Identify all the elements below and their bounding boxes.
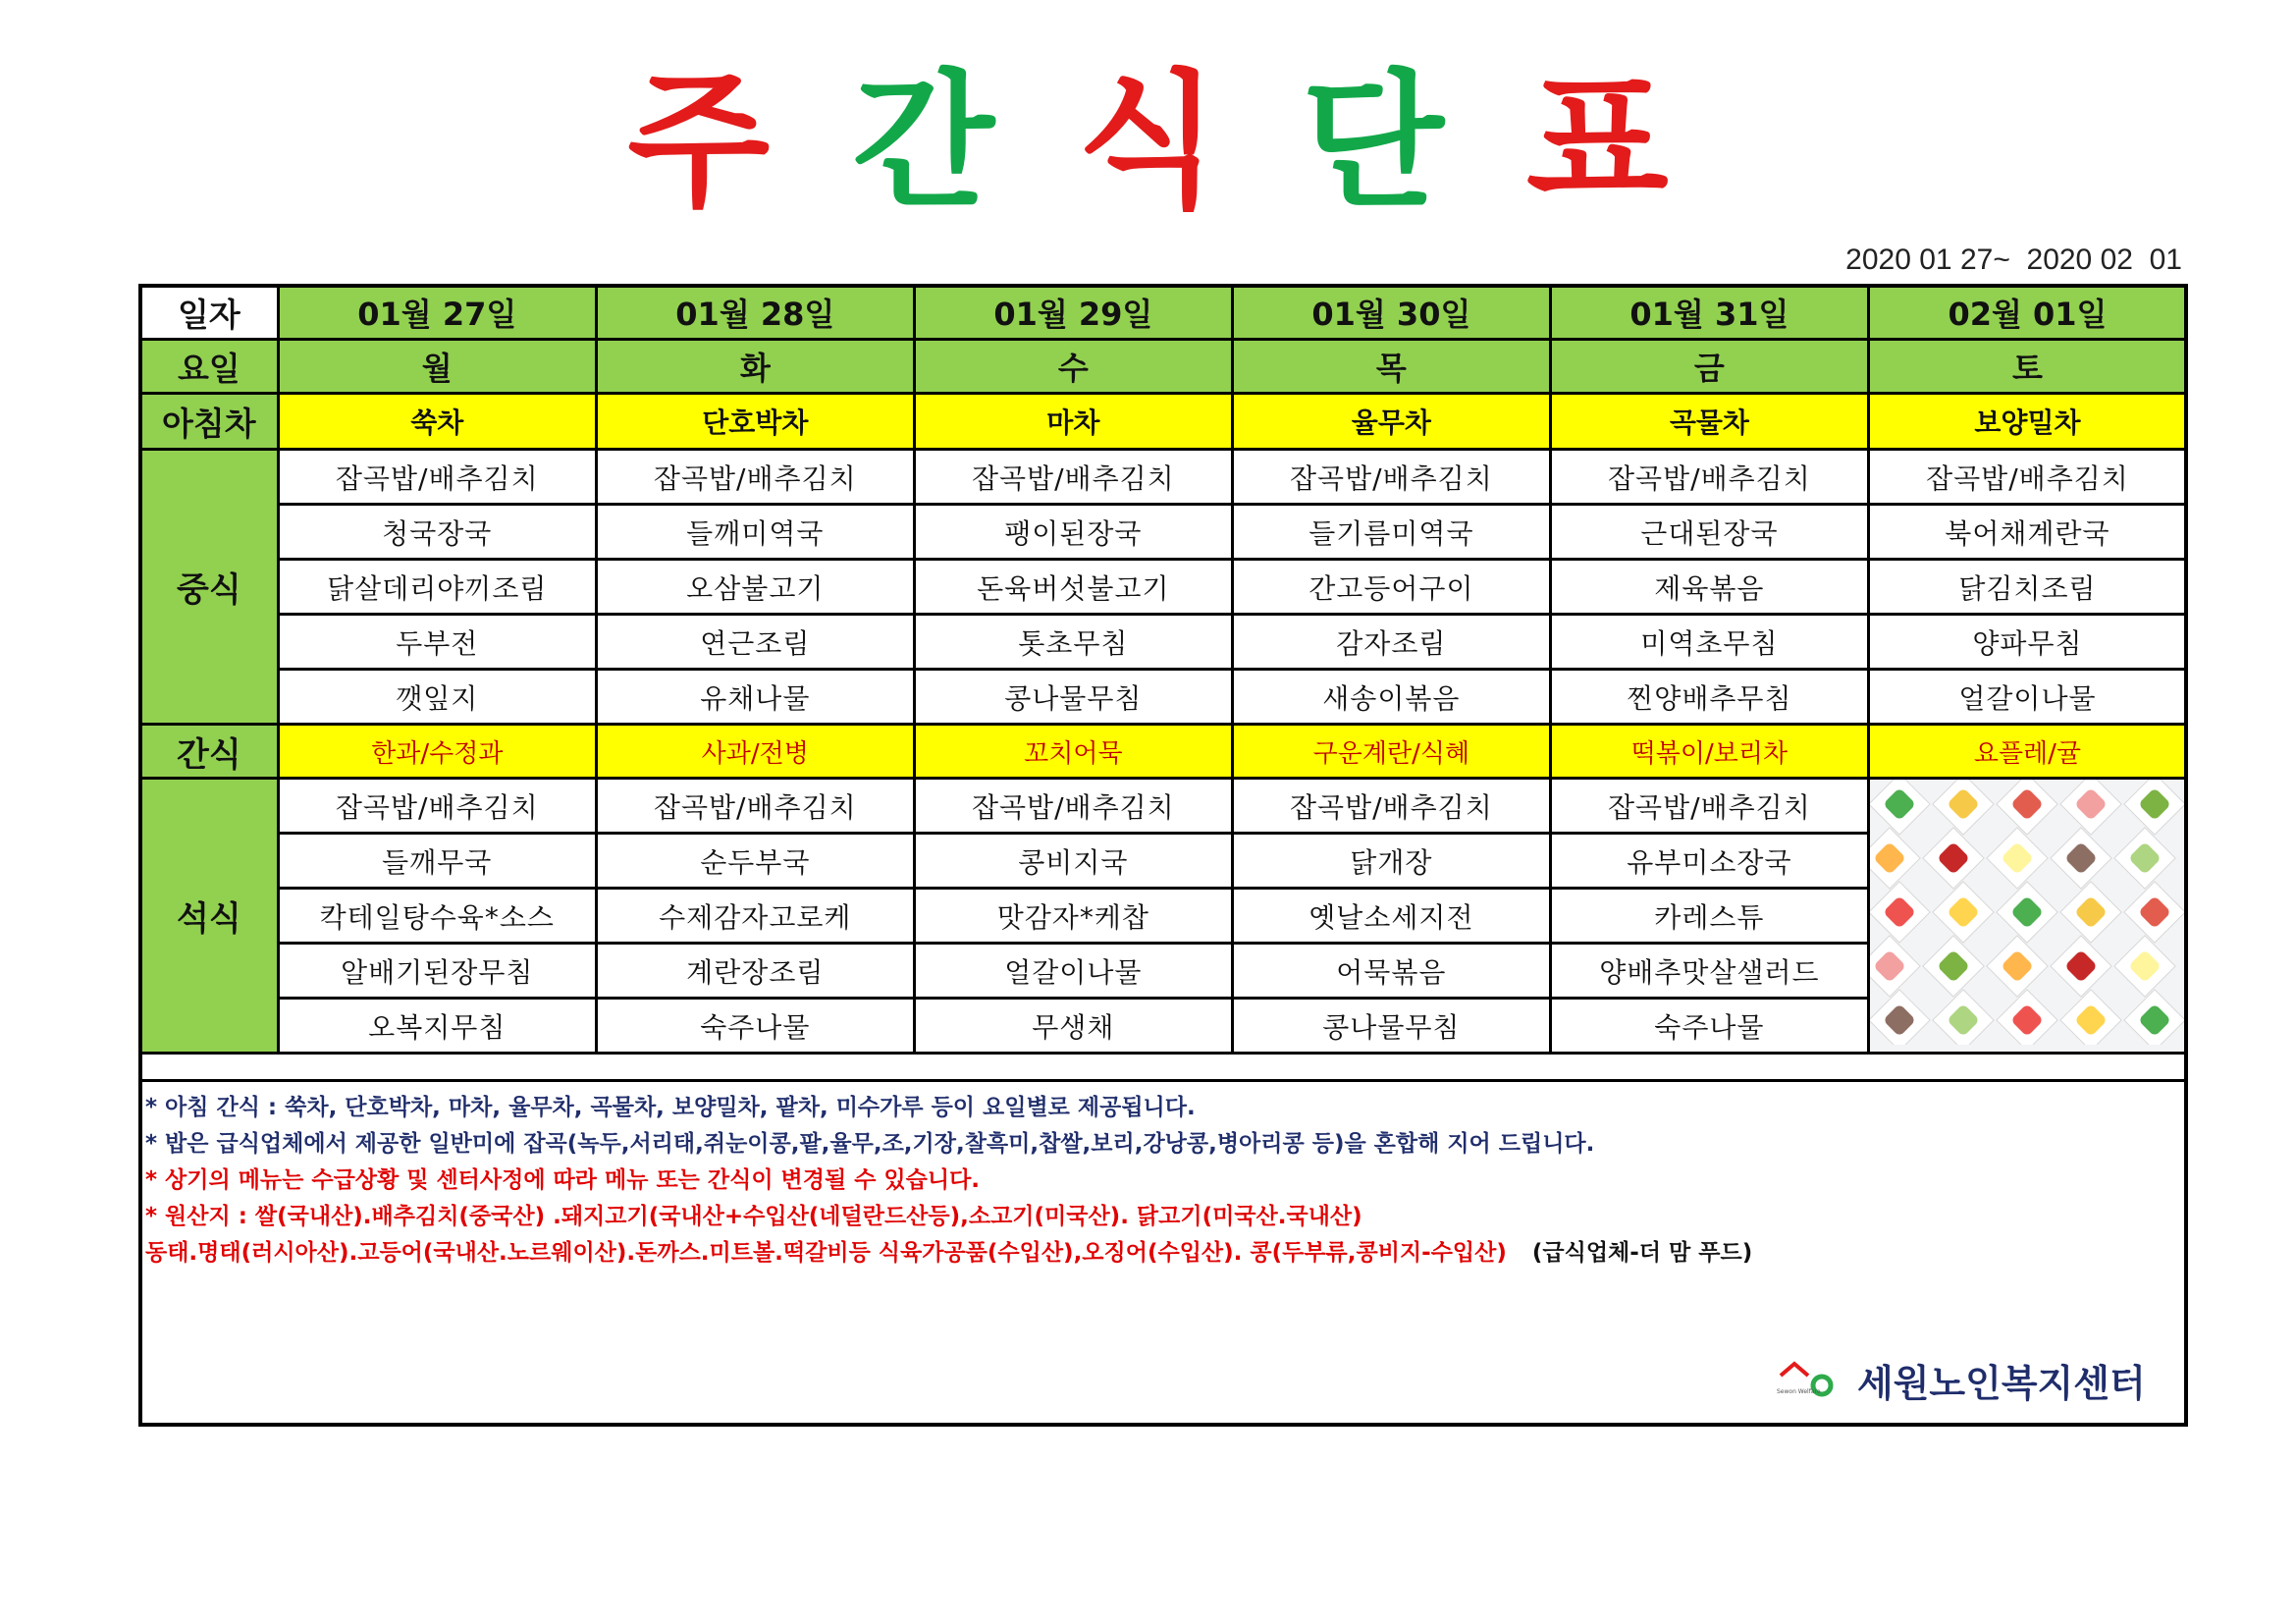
lunch-item: 양파무침 [1868, 615, 2186, 670]
weekday-cell: 토 [1868, 340, 2186, 394]
lunch-item: 돈육버섯불고기 [914, 560, 1232, 615]
dinner-item: 칵테일탕수육*소스 [278, 889, 596, 944]
lunch-label: 중식 [140, 450, 279, 725]
title-char: 단 [1301, 57, 1444, 228]
snack-label: 간식 [140, 725, 279, 779]
dinner-item: 알배기된장무침 [278, 944, 596, 999]
lunch-item: 잡곡밥/배추김치 [1868, 450, 2186, 505]
snack-cell: 떡볶이/보리차 [1550, 725, 1868, 779]
dinner-label: 석식 [140, 779, 279, 1054]
dinner-item: 숙주나물 [596, 999, 914, 1054]
lunch-item: 팽이된장국 [914, 505, 1232, 560]
title-char: 주 [627, 57, 771, 228]
note-origin-continued-text: 동태.명태(러시아산).고등어(국내산.노르웨이산).돈까스.미트볼.떡갈비등 식육가공품(수입산),오징어(수입산). 콩(두부류,콩비지-수입산) [145, 1240, 1507, 1266]
lunch-item: 잡곡밥/배추김치 [596, 450, 914, 505]
lunch-item: 깻잎지 [278, 670, 596, 725]
note-rice: * 밥은 급식업체에서 제공한 일반미에 잡곡(녹두,서리태,쥐눈이콩,팥,율무,조,기장,찰흑미,찹쌀,보리,강낭콩,병아리콩 등)을 혼합해 지어 드립니다. [145, 1131, 1595, 1157]
lunch-item: 닭김치조림 [1868, 560, 2186, 615]
notes-section [145, 1090, 2177, 1272]
morning-tea-cell: 보양밀차 [1868, 394, 2186, 450]
dinner-item: 잡곡밥/배추김치 [914, 779, 1232, 834]
dinner-item: 옛날소세지전 [1232, 889, 1550, 944]
lunch-item: 잡곡밥/배추김치 [1550, 450, 1868, 505]
logo-roof-shape [1781, 1364, 1808, 1376]
lunch-item: 오삼불고기 [596, 560, 914, 615]
lunch-item: 닭살데리야끼조림 [278, 560, 596, 615]
title-char: 식 [1077, 57, 1219, 228]
morning-tea-cell: 쑥차 [278, 394, 596, 450]
weekday-cell: 목 [1232, 340, 1550, 394]
page-title [0, 57, 2296, 228]
lunch-item: 북어채계란국 [1868, 505, 2186, 560]
lunch-item: 근대된장국 [1550, 505, 1868, 560]
dinner-item: 잡곡밥/배추김치 [1550, 779, 1868, 834]
date-cell: 01월 27일 [278, 286, 596, 340]
snack-cell: 사과/전병 [596, 725, 914, 779]
organization-logo-icon [1775, 1356, 1836, 1405]
date-label: 일자 [140, 286, 279, 340]
lunch-item: 찐양배추무침 [1550, 670, 1868, 725]
dinner-item: 카레스튜 [1550, 889, 1868, 944]
weekday-cell: 수 [914, 340, 1232, 394]
dinner-item: 유부미소장국 [1550, 834, 1868, 889]
dinner-item: 콩비지국 [914, 834, 1232, 889]
organization-footer [1775, 1353, 2146, 1407]
morning-tea-cell: 단호박차 [596, 394, 914, 450]
dinner-item: 무생채 [914, 999, 1232, 1054]
lunch-item: 잡곡밥/배추김치 [914, 450, 1232, 505]
dinner-item: 콩나물무침 [1232, 999, 1550, 1054]
lunch-item: 잡곡밥/배추김치 [1232, 450, 1550, 505]
lunch-item: 미역초무침 [1550, 615, 1868, 670]
caterer-note: (급식업체-더 맘 푸드) [1531, 1240, 1753, 1266]
lunch-item: 들기름미역국 [1232, 505, 1550, 560]
date-range: 2020 01 27~ 2020 02 01 [1845, 244, 2182, 276]
lunch-item: 연근조림 [596, 615, 914, 670]
lunch-item: 간고등어구이 [1232, 560, 1550, 615]
lunch-item: 들깨미역국 [596, 505, 914, 560]
date-cell: 01월 31일 [1550, 286, 1868, 340]
weekday-cell: 월 [278, 340, 596, 394]
note-morning-tea: * 아침 간식 : 쑥차, 단호박차, 마차, 율무차, 곡물차, 보양밀차, 팥차, 미수가루 등이 요일별로 제공됩니다. [145, 1095, 1196, 1120]
dinner-item: 순두부국 [596, 834, 914, 889]
logo-text: Sewon Welfare [1777, 1387, 1821, 1395]
lunch-item: 감자조림 [1232, 615, 1550, 670]
morning-tea-cell: 마차 [914, 394, 1232, 450]
lunch-item: 얼갈이나물 [1868, 670, 2186, 725]
snack-cell: 꼬치어묵 [914, 725, 1232, 779]
snack-cell: 한과/수정과 [278, 725, 596, 779]
dinner-item: 어묵볶음 [1232, 944, 1550, 999]
dinner-item: 양배추맛살샐러드 [1550, 944, 1868, 999]
dinner-item: 닭개장 [1232, 834, 1550, 889]
lunch-item: 유채나물 [596, 670, 914, 725]
morning-tea-cell: 곡물차 [1550, 394, 1868, 450]
dinner-item: 맛감자*케찹 [914, 889, 1232, 944]
date-cell: 01월 28일 [596, 286, 914, 340]
weekday-cell: 금 [1550, 340, 1868, 394]
note-menu-change: * 상기의 메뉴는 수급상황 및 센터사정에 따라 메뉴 또는 간식이 변경될 수 있습니다. [145, 1167, 981, 1193]
lunch-item: 콩나물무침 [914, 670, 1232, 725]
weekday-cell: 화 [596, 340, 914, 394]
lunch-item: 두부전 [278, 615, 596, 670]
lunch-item: 제육볶음 [1550, 560, 1868, 615]
dinner-item: 계란장조림 [596, 944, 914, 999]
lunch-item: 톳초무침 [914, 615, 1232, 670]
dinner-item: 잡곡밥/배추김치 [278, 779, 596, 834]
morning-tea-label: 아침차 [140, 394, 279, 450]
note-origin-continued [145, 1235, 2177, 1272]
lunch-item: 새송이볶음 [1232, 670, 1550, 725]
dinner-item: 수제감자고로케 [596, 889, 914, 944]
dinner-item: 얼갈이나물 [914, 944, 1232, 999]
snack-cell: 요플레/귤 [1868, 725, 2186, 779]
dinner-item: 숙주나물 [1550, 999, 1868, 1054]
dinner-item: 잡곡밥/배추김치 [596, 779, 914, 834]
date-cell: 01월 30일 [1232, 286, 1550, 340]
morning-tea-cell: 율무차 [1232, 394, 1550, 450]
lunch-item: 잡곡밥/배추김치 [278, 450, 596, 505]
snack-cell: 구운계란/식혜 [1232, 725, 1550, 779]
organization-name: 세원노인복지센터 [1857, 1362, 2146, 1405]
dinner-item: 오복지무침 [278, 999, 596, 1054]
dinner-item: 들깨무국 [278, 834, 596, 889]
lunch-item: 청국장국 [278, 505, 596, 560]
dinner-item: 잡곡밥/배추김치 [1232, 779, 1550, 834]
date-cell: 01월 29일 [914, 286, 1232, 340]
weekday-label: 요일 [140, 340, 279, 394]
note-origin: * 원산지 : 쌀(국내산).배추김치(중국산) .돼지고기(국내산+수입산(네덜란드산등),소고기(미국산). 닭고기(미국산.국내산) [145, 1204, 1362, 1229]
date-cell: 02월 01일 [1868, 286, 2186, 340]
title-char: 간 [852, 57, 995, 228]
title-char: 표 [1525, 57, 1669, 228]
